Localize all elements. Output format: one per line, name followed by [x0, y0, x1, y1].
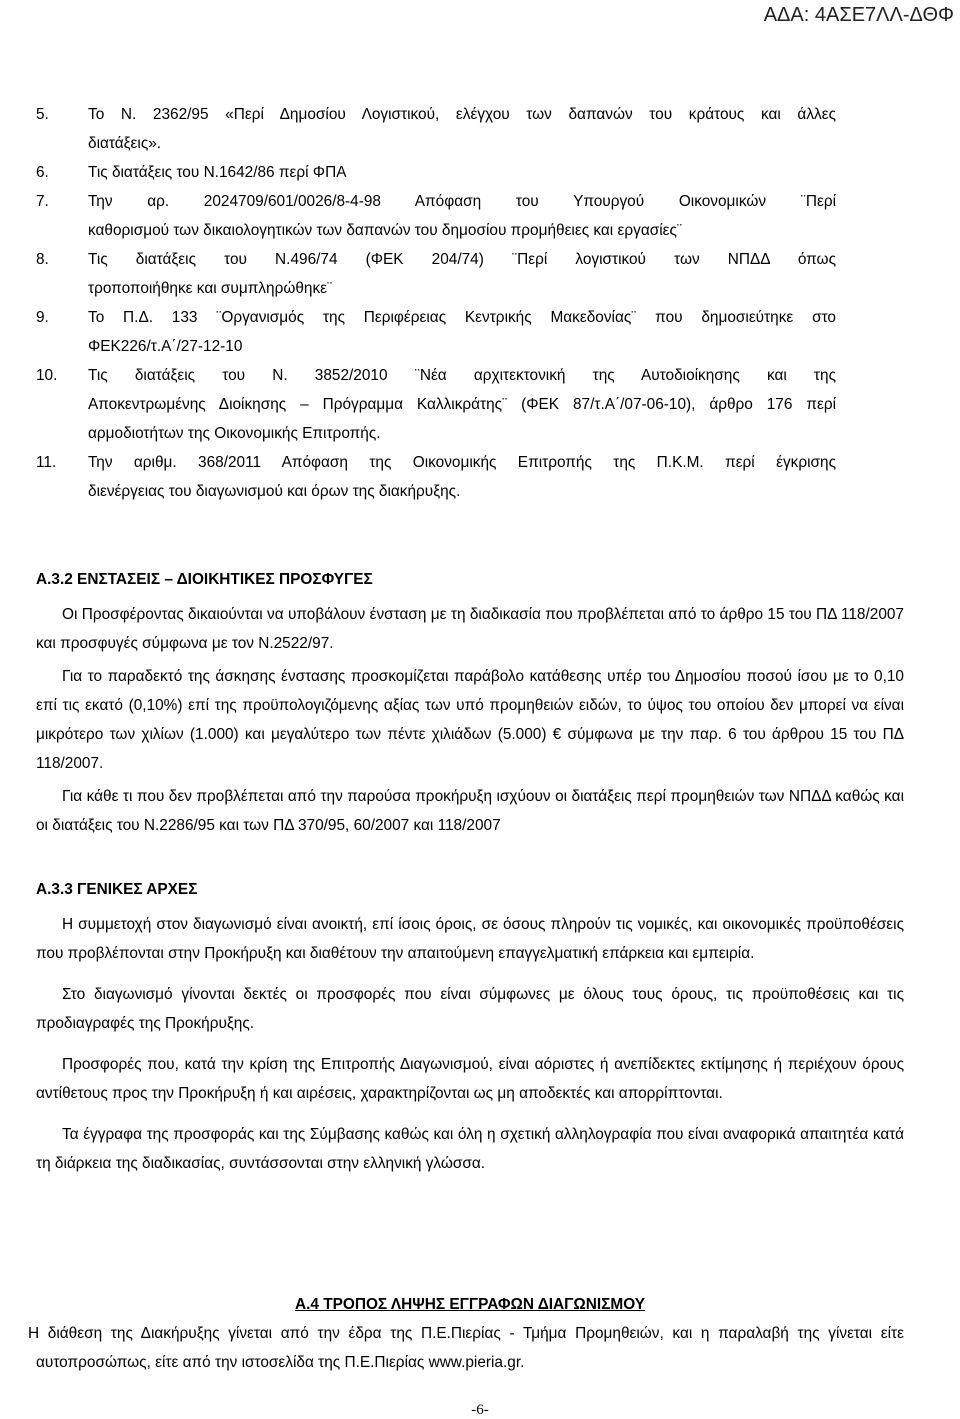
list-item	[36, 361, 836, 448]
list-item-line: Το Ν. 2362/95 «Περί Δημοσίου Λογιστικού, ελέγχου των δαπανών του κράτους και άλλες	[88, 106, 836, 123]
section-objections	[36, 565, 904, 840]
ada-code: ΑΔΑ: 4ΑΣΕ7ΛΛ-ΔΘΦ	[763, 4, 954, 26]
list-item-number: 10.	[36, 367, 58, 384]
list-item	[36, 187, 836, 245]
list-item-line: Τις διατάξεις του Ν.496/74 (ΦΕΚ 204/74) ¨Περί λογιστικού των ΝΠΔΔ όπως	[88, 251, 836, 268]
list-item-line: Την αριθμ. 368/2011 Απόφαση της Οικονομικής Επιτροπής της Π.Κ.Μ. περί έγκρισης	[88, 454, 836, 471]
paragraph: Προσφορές που, κατά την κρίση της Επιτροπής Διαγωνισμού, είναι αόριστες ή ανεπίδεκτες εκτίμησης ή περιέχουν όρους αντίθετους προς την Προκήρυξη ή και αιρέσεις, χαρακτηρίζονται ως μη αποδεκτές και απορρίπτονται.	[36, 1056, 904, 1102]
paragraph: Για το παραδεκτό της άσκησης ένστασης προσκομίζεται παράβολο κατάθεσης υπέρ του Δημοσίου ποσού ίσου με το 0,10 επί τις εκατό (0,10%) επί της προϋπολογιζόμενης αξίας των υπό προμηθειών ειδών, το ύψος του οποίου δεν μπορεί να είναι μικρότερο των χιλίων (1.000) και μεγαλύτερο των πέντε χιλιάδων (5.000) € σύμφωνα με την παρ. 6 του άρθρου 15 του ΠΔ 118/2007.	[36, 668, 904, 772]
list-item-number: 9.	[36, 309, 49, 326]
list-item-line: Το Π.Δ. 133 ¨Οργανισμός της Περιφέρειας Κεντρικής Μακεδονίας¨ που δημοσιεύτηκε στο	[88, 309, 836, 326]
list-item	[36, 158, 836, 187]
list-item-number: 5.	[36, 106, 49, 123]
section-general-principles	[36, 875, 904, 1178]
legal-basis-list	[36, 100, 836, 506]
paragraph: Η διάθεση της Διακήρυξης γίνεται από την έδρα της Π.Ε.Πιερίας - Τμήμα Προμηθειών, και η παραλαβή της γίνεται είτε αυτοπροσώπως, είτε από την ιστοσελίδα της Π.Ε.Πιερίας www.pieria.gr.	[28, 1325, 904, 1371]
list-item-line: ΦΕΚ226/τ.Α΄/27-12-10	[88, 338, 243, 355]
list-item-line: Αποκεντρωμένης Διοίκησης – Πρόγραμμα Καλλικράτης¨ (ΦΕΚ 87/τ.Α΄/07-06-10), άρθρο 176 περί	[88, 396, 836, 413]
list-item-number: 8.	[36, 251, 49, 268]
section-heading: Α.3.2 ΕΝΣΤΑΣΕΙΣ – ΔΙΟΙΚΗΤΙΚΕΣ ΠΡΟΣΦΥΓΕΣ	[36, 571, 373, 588]
list-item-line: αρμοδιοτήτων της Οικονομικής Επιτροπής.	[88, 425, 381, 442]
paragraph: Οι Προσφέροντας δικαιούνται να υποβάλουν ένσταση με τη διαδικασία που προβλέπεται από το άρθρο 15 του ΠΔ 118/2007 και προσφυγές σύμφωνα με τον Ν.2522/97.	[36, 606, 904, 652]
paragraph: Για κάθε τι που δεν προβλέπεται από την παρούσα προκήρυξη ισχύουν οι διατάξεις περί προμηθειών των ΝΠΔΔ καθώς και οι διατάξεις του Ν.2286/95 και των ΠΔ 370/95, 60/2007 και 118/2007	[36, 788, 904, 834]
list-item-line: διενέργειας του διαγωνισμού και όρων της διακήρυξης.	[88, 483, 461, 500]
list-item-number: 6.	[36, 164, 49, 181]
list-item-line: Την αρ. 2024709/601/0026/8-4-98 Απόφαση του Υπουργού Οικονομικών ¨Περί	[88, 193, 836, 210]
section-heading: Α.4 ΤΡΟΠΟΣ ΛΗΨΗΣ ΕΓΓΡΑΦΩΝ ΔΙΑΓΩΝΙΣΜΟΥ	[294, 1296, 646, 1313]
list-item-line: διατάξεις».	[88, 135, 162, 152]
list-item-line: Τις διατάξεις του Ν. 3852/2010 ¨Νέα αρχιτεκτονική της Αυτοδιοίκησης και της	[88, 367, 836, 384]
list-item-number: 7.	[36, 193, 49, 210]
paragraph: Τα έγγραφα της προσφοράς και της Σύμβασης καθώς και όλη η σχετική αλληλογραφία που είναι αναφορικά απαιτητέα κατά τη διάρκεια της διαδικασίας, συντάσσονται στην ελληνική γλώσσα.	[36, 1126, 904, 1172]
page-number: -6-	[471, 1402, 489, 1418]
list-item	[36, 448, 836, 506]
list-item-line: καθορισμού των δικαιολογητικών των δαπανών του δημοσίου προμήθειες και εργασίες¨	[88, 222, 683, 239]
paragraph: Στο διαγωνισμό γίνονται δεκτές οι προσφορές που είναι σύμφωνες με όλους τους όρους, τις προϋποθέσεις και τις προδιαγραφές της Προκήρυξης.	[36, 986, 904, 1032]
paragraph: Η συμμετοχή στον διαγωνισμό είναι ανοικτή, επί ίσοις όροις, σε όσους πληρούν τις νομικές, και οικονομικές προϋποθέσεις που προβλέπονται στην Προκήρυξη και διαθέτουν την απαιτούμενη επαγγελματική επάρκεια και εμπειρία.	[36, 916, 904, 962]
list-item-line: τροποποιήθηκε και συμπληρώθηκε¨	[88, 280, 333, 297]
section-documents	[28, 1290, 904, 1377]
list-item	[36, 245, 836, 303]
section-heading: Α.3.3 ΓΕΝΙΚΕΣ ΑΡΧΕΣ	[36, 881, 198, 898]
list-item-line: Τις διατάξεις του Ν.1642/86 περί ΦΠΑ	[88, 164, 347, 181]
list-item	[36, 303, 836, 361]
list-item	[36, 100, 836, 158]
list-item-number: 11.	[36, 454, 57, 471]
